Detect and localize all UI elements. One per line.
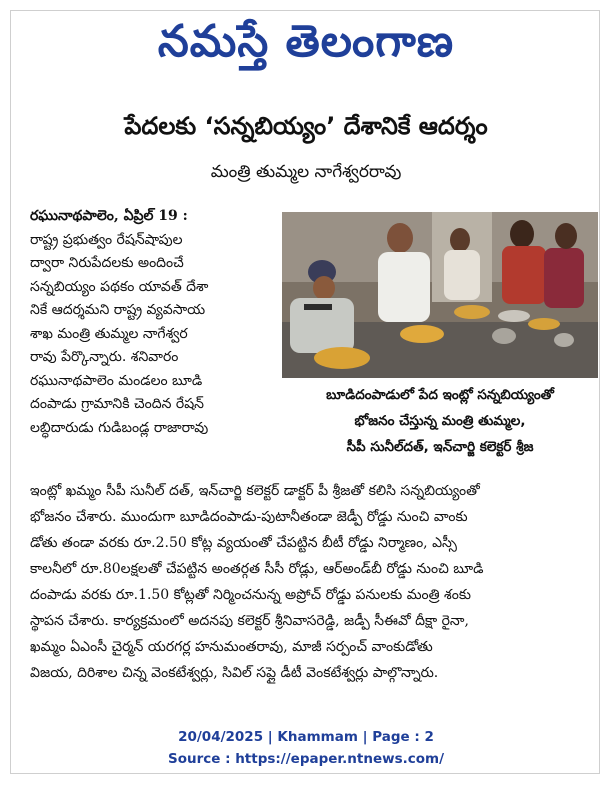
article-subheadline: మంత్రి తుమ్మల నాగేశ్వరరావు	[210, 162, 402, 182]
article-photo	[282, 212, 598, 378]
article-line: రావు పేర్కొన్నారు. శనివారం	[30, 349, 179, 365]
article-dateline: రఘునాథపాలెం, ఏప్రిల్ 19 :	[30, 208, 188, 224]
article-line: ద్వారా నిరుపేదలకు అందించే	[30, 255, 184, 271]
article-line: విజయ, దిరిశాల చిన్న వెంకటేశ్వర్లు, సివిల్ సప్లై డీటీ వెంకటేశ్వర్లు పాల్గొన్నారు.	[30, 665, 439, 681]
article-left-column	[30, 205, 270, 440]
article-line: లబ్ధిదారుడు గుడిబండ్ల రాజారావు	[30, 419, 209, 436]
epaper-footer	[0, 726, 612, 770]
article-line: ఇంట్లో ఖమ్మం సీపీ సునీల్ దత్, ఇన్‌చార్జి కలెక్టర్ డాక్టర్ పీ శ్రీజతో కలిసి సన్నబియ్యంతో	[30, 483, 480, 499]
caption-line: సీపీ సునీల్‌దత్, ఇన్‌చార్జి కలెక్టర్ శ్రీజ	[346, 439, 534, 455]
article-line: ఖమ్మం ఏఎంసీ చైర్మన్ యరగర్ల హనుమంతరావు, మాజీ సర్పంచ్ వాంకుడోతు	[30, 639, 433, 655]
masthead-title: నమస్తే తెలంగాణ	[157, 16, 455, 67]
caption-line: భోజనం చేస్తున్న మంత్రి తుమ్మల,	[354, 413, 526, 429]
article-line: స్థాపన చేశారు. కార్యక్రమంలో అదనపు కలెక్టర్ శ్రీనివాసరెడ్డి, జడ్పీ సీఈవో దీక్షా రైనా,	[30, 613, 469, 629]
newspaper-masthead	[0, 12, 612, 72]
article-line: రఘునాథపాలెం మండలం బూడి	[30, 372, 203, 389]
source-link[interactable]: Source : https://epaper.ntnews.com/	[167, 751, 445, 767]
photo-caption	[282, 382, 598, 460]
article-line: నికే ఆదర్శమని రాష్ట్ర వ్యవసాయ	[30, 302, 206, 318]
article-line: దంపాడు వరకు రూ.1.50 కోట్లతో నిర్మించనున్న అప్రోచ్ రోడ్డు పనులకు మంత్రి శంకు	[30, 587, 471, 603]
article-line: భోజనం చేశారు. ముందుగా బూడిదంపాడు-పుటానీతండా జెడ్పీ రోడ్డు నుంచి వాంకు	[30, 509, 468, 525]
article-line: దంపాడు గ్రామానికి చెందిన రేషన్	[30, 396, 204, 412]
edition-meta: 20/04/2025 | Khammam | Page : 2	[178, 729, 434, 745]
article-line: రాష్ట్ర ప్రభుత్వం రేషన్‌షాపుల	[30, 231, 183, 248]
article-full-width-text	[30, 478, 600, 686]
article-line: కాలనీలో రూ.80లక్షలతో చేపట్టిన అంతర్గత సీసీ రోడ్లు, ఆర్అండ్‌బీ రోడ్డు నుంచి బూడి	[30, 561, 484, 577]
article-headline: పేదలకు ‘సన్నబియ్యం’ దేశానికే ఆదర్శం	[124, 112, 488, 140]
article-line: శాఖ మంత్రి తుమ్మల నాగేశ్వర	[30, 325, 188, 342]
caption-line: బూడిదంపాడులో పేద ఇంట్లో సన్నబియ్యంతో	[326, 387, 554, 403]
article-line: సన్నబియ్యం పథకం యావత్ దేశా	[30, 278, 209, 295]
article-line: డోతు తండా వరకు రూ.2.50 కోట్ల వ్యయంతో చేపట్టిన బీటీ రోడ్డు నిర్మాణం, ఎస్సీ	[30, 535, 457, 551]
dining-scene-illustration	[282, 212, 598, 378]
